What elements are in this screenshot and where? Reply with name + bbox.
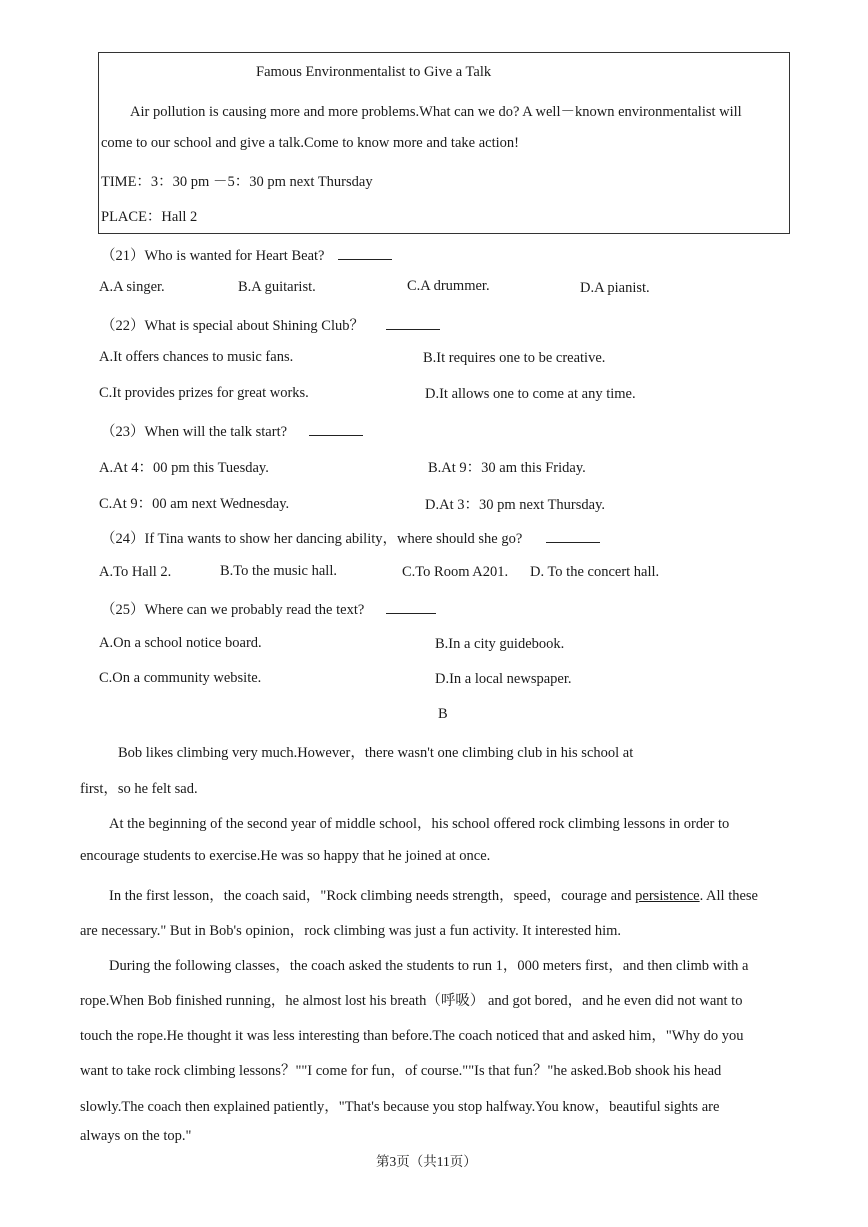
notice-place: PLACE：Hall 2 — [101, 209, 198, 225]
notice-time: TIME：3：30 pm －5：30 pm next Thursday — [101, 174, 373, 190]
q22-option-b: B.It requires one to be creative. — [423, 350, 606, 366]
question-23-stem: （23）When will the talk start? — [101, 420, 363, 441]
question-21-stem: （21）Who is wanted for Heart Beat? — [101, 244, 392, 265]
paragraph-4-line-6: always on the top." — [80, 1128, 192, 1144]
q22-option-a: A.It offers chances to music fans. — [99, 349, 294, 365]
q23-option-b: B.At 9：30 am this Friday. — [428, 460, 586, 476]
paragraph-2-line-1: At the beginning of the second year of middle school，his school offered rock climbing lessons in order to — [109, 816, 730, 832]
underlined-word: persistence — [635, 888, 700, 904]
q23-option-c: C.At 9：00 am next Wednesday. — [99, 496, 290, 512]
answer-blank[interactable] — [386, 319, 440, 330]
question-25-stem: （25）Where can we probably read the text? — [101, 598, 436, 619]
page-footer: 第3页（共11页） — [376, 1154, 477, 1169]
answer-blank[interactable] — [546, 532, 600, 543]
paragraph-2-line-2: encourage students to exercise.He was so happy that he joined at once. — [80, 848, 491, 864]
paragraph-1-line-1: Bob likes climbing very much.However，there wasn't one climbing club in his school at — [118, 745, 634, 761]
notice-title: Famous Environmentalist to Give a Talk — [256, 64, 492, 80]
q24-option-b: B.To the music hall. — [220, 563, 337, 579]
q25-option-b: B.In a city guidebook. — [435, 636, 565, 652]
q22-option-d: D.It allows one to come at any time. — [425, 386, 636, 402]
q21-option-c: C.A drummer. — [407, 278, 490, 294]
question-22-stem: （22）What is special about Shining Club？ — [101, 314, 440, 335]
q21-option-a: A.A singer. — [99, 279, 165, 295]
paragraph-1-line-2: first，so he felt sad. — [80, 781, 198, 797]
paragraph-3-line-2: are necessary." But in Bob's opinion，rock climbing was just a fun activity. It interested him. — [80, 923, 622, 939]
paragraph-3-line-1: In the first lesson，the coach said，"Rock climbing needs strength，speed，courage and persistence. All these — [109, 888, 758, 904]
section-b-label: B — [438, 706, 448, 722]
answer-blank[interactable] — [338, 249, 392, 260]
q25-option-a: A.On a school notice board. — [99, 635, 262, 651]
paragraph-4-line-3: touch the rope.He thought it was less interesting than before.The coach noticed that and asked him，"Why do you — [80, 1028, 744, 1044]
q22-option-c: C.It provides prizes for great works. — [99, 385, 309, 401]
answer-blank[interactable] — [309, 425, 363, 436]
q25-option-c: C.On a community website. — [99, 670, 262, 686]
q21-option-d: D.A pianist. — [580, 280, 650, 296]
q24-option-d: D. To the concert hall. — [530, 564, 660, 580]
paragraph-4-line-4: want to take rock climbing lessons？""I come for fun，of course.""Is that fun？"he asked.Bob shook his head — [80, 1063, 722, 1079]
q23-option-d: D.At 3：30 pm next Thursday. — [425, 497, 606, 513]
notice-line-1: Air pollution is causing more and more problems.What can we do? A well－known environmentalist will — [130, 104, 742, 120]
paragraph-4-line-1: During the following classes，the coach asked the students to run 1，000 meters first，and then climb with a — [109, 958, 749, 974]
q21-option-b: B.A guitarist. — [238, 279, 316, 295]
paragraph-4-line-2: rope.When Bob finished running，he almost lost his breath（呼吸） and got bored，and he even did not want to — [80, 993, 743, 1009]
q24-option-c: C.To Room A201. — [402, 564, 509, 580]
q25-option-d: D.In a local newspaper. — [435, 671, 572, 687]
paragraph-4-line-5: slowly.The coach then explained patiently，"That's because you stop halfway.You know，beautiful sights are — [80, 1099, 720, 1115]
q24-option-a: A.To Hall 2. — [99, 564, 172, 580]
q23-option-a: A.At 4：00 pm this Tuesday. — [99, 460, 269, 476]
answer-blank[interactable] — [386, 603, 436, 614]
notice-line-2: come to our school and give a talk.Come to know more and take action! — [101, 135, 519, 151]
question-24-stem: （24）If Tina wants to show her dancing ability，where should she go? — [101, 527, 600, 548]
